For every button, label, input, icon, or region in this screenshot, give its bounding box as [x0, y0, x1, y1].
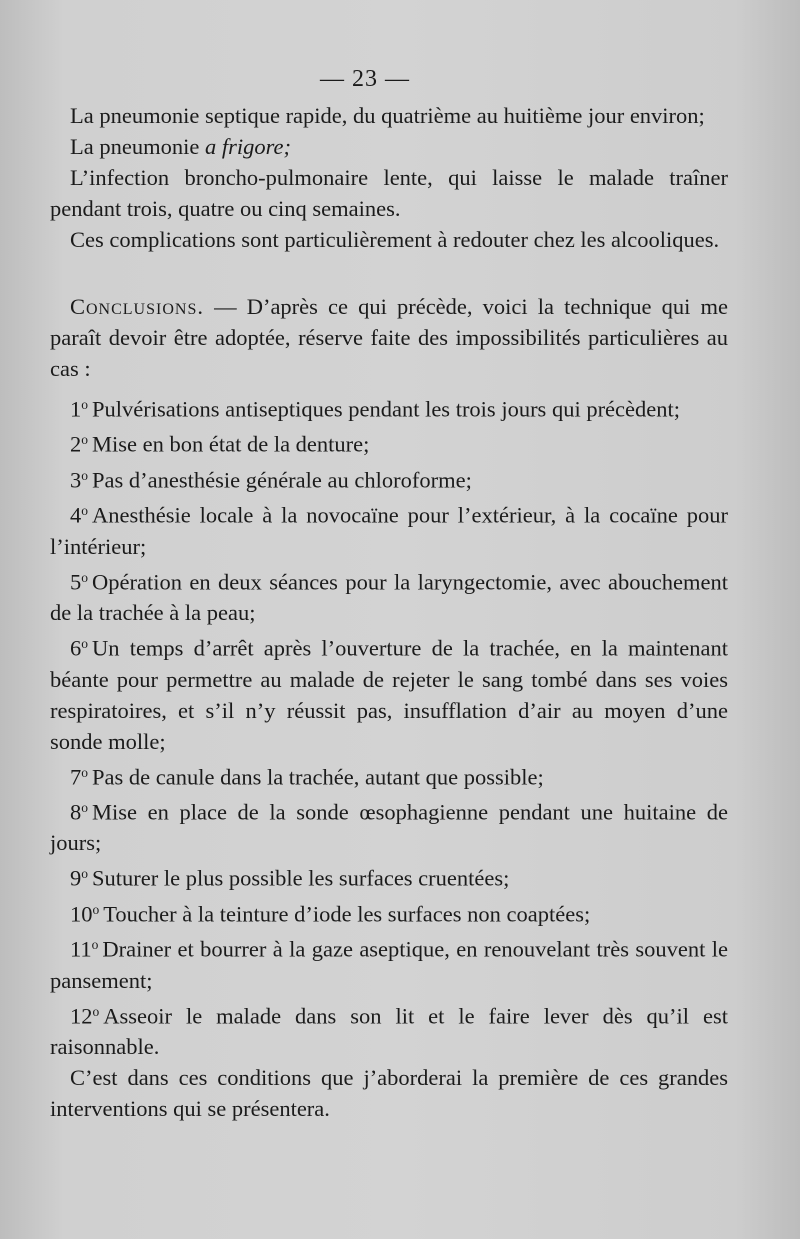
list-item — [50, 424, 728, 459]
item-number: 8 — [70, 799, 82, 825]
item-text: Opération en deux séances pour la laryngectomie, avec abouchement de la trachée à la peau; — [50, 569, 728, 626]
ordinal-mark: o — [81, 799, 88, 815]
ordinal-mark: o — [81, 636, 88, 652]
list-item — [50, 858, 728, 893]
item-text: Mise en bon état de la denture; — [92, 431, 370, 457]
frigore-term: a frigore; — [204, 134, 292, 159]
list-item — [50, 562, 728, 628]
ordinal-mark: o — [92, 1003, 100, 1019]
item-number: 10 — [70, 901, 93, 927]
ordinal-mark: o — [81, 432, 88, 448]
list-item — [50, 495, 728, 561]
item-number: 11 — [70, 936, 92, 962]
item-number: 7 — [70, 763, 82, 789]
item-text: Un temps d’arrêt après l’ouverture de la trachée, en la maintenant béante pour permettre au malade de rejeter le sang tombé dans ses voies respiratoires, et s’il n’y réussit pas, insufflation d’air au moyen d’une sonde molle; — [50, 635, 728, 754]
ordinal-mark: o — [81, 503, 88, 519]
page-number: — 23 — — [320, 66, 410, 92]
paragraph-septic-pneumonia: La pneumonie septique rapide, du quatrième au huitième jour environ; — [70, 103, 705, 128]
item-text: Drainer et bourrer à la gaze aseptique, en renouvelant très souvent le pansement; — [50, 936, 728, 993]
ordinal-mark: o — [92, 901, 100, 917]
list-item — [50, 894, 728, 929]
item-number: 1 — [70, 396, 82, 422]
paragraph-frigore — [50, 131, 728, 162]
item-text: Asseoir le malade dans son lit et le faire lever dès qu’il est raisonnable. — [50, 1003, 728, 1060]
paragraph-closing: C’est dans ces conditions que j’aborderai la première de ces grandes interventions qui se présentera. — [50, 1065, 728, 1122]
conclusions-list — [50, 389, 728, 1062]
list-item — [50, 628, 728, 756]
item-text: Anesthésie locale à la novocaïne pour l’extérieur, à la cocaïne pour l’intérieur; — [50, 502, 728, 559]
list-item — [50, 996, 728, 1062]
item-number: 2 — [70, 431, 82, 457]
list-item — [50, 929, 728, 995]
item-number: 4 — [70, 502, 82, 528]
conclusions-text: — D’après ce qui précède, voici la technique qui me paraît devoir être adoptée, réserve faite des impossibilités particulières au cas : — [50, 294, 728, 381]
item-number: 9 — [70, 865, 82, 891]
item-text: Mise en place de la sonde œsophagienne pendant une huitaine de jours; — [50, 799, 728, 856]
paragraph-complications: Ces complications sont particulièrement à redouter chez les alcooliques. — [70, 227, 720, 252]
ordinal-mark: o — [81, 569, 88, 585]
ordinal-mark: o — [81, 467, 88, 483]
item-text: Pulvérisations antiseptiques pendant les trois jours qui précèdent; — [92, 396, 681, 422]
paragraph-conclusions — [50, 291, 728, 384]
item-text: Toucher à la teinture d’iode les surfaces non coaptées; — [103, 901, 591, 927]
item-text: Suturer le plus possible les surfaces cruentées; — [92, 865, 510, 891]
item-text: Pas de canule dans la trachée, autant que possible; — [92, 763, 544, 789]
conclusions-heading: Conclusions. — [70, 294, 204, 319]
ordinal-mark: o — [81, 866, 88, 882]
item-number: 5 — [70, 569, 82, 595]
list-item — [50, 792, 728, 858]
section-gap — [50, 255, 728, 291]
item-number: 3 — [70, 467, 82, 493]
ordinal-mark: o — [81, 397, 88, 412]
ordinal-mark: o — [81, 764, 88, 780]
ordinal-mark: o — [91, 937, 99, 953]
page-body — [50, 100, 728, 1124]
list-item — [50, 460, 728, 495]
frigore-lead: La pneumonie — [70, 134, 200, 159]
item-number: 6 — [70, 635, 82, 661]
paragraph-infection: L’infection broncho-pulmonaire lente, qui laisse le malade traîner pendant trois, quatre ou cinq semaines. — [50, 165, 728, 221]
list-item — [50, 757, 728, 792]
item-number: 12 — [70, 1003, 93, 1029]
list-item — [50, 389, 728, 424]
item-text: Pas d’anesthésie générale au chloroforme; — [92, 467, 472, 493]
